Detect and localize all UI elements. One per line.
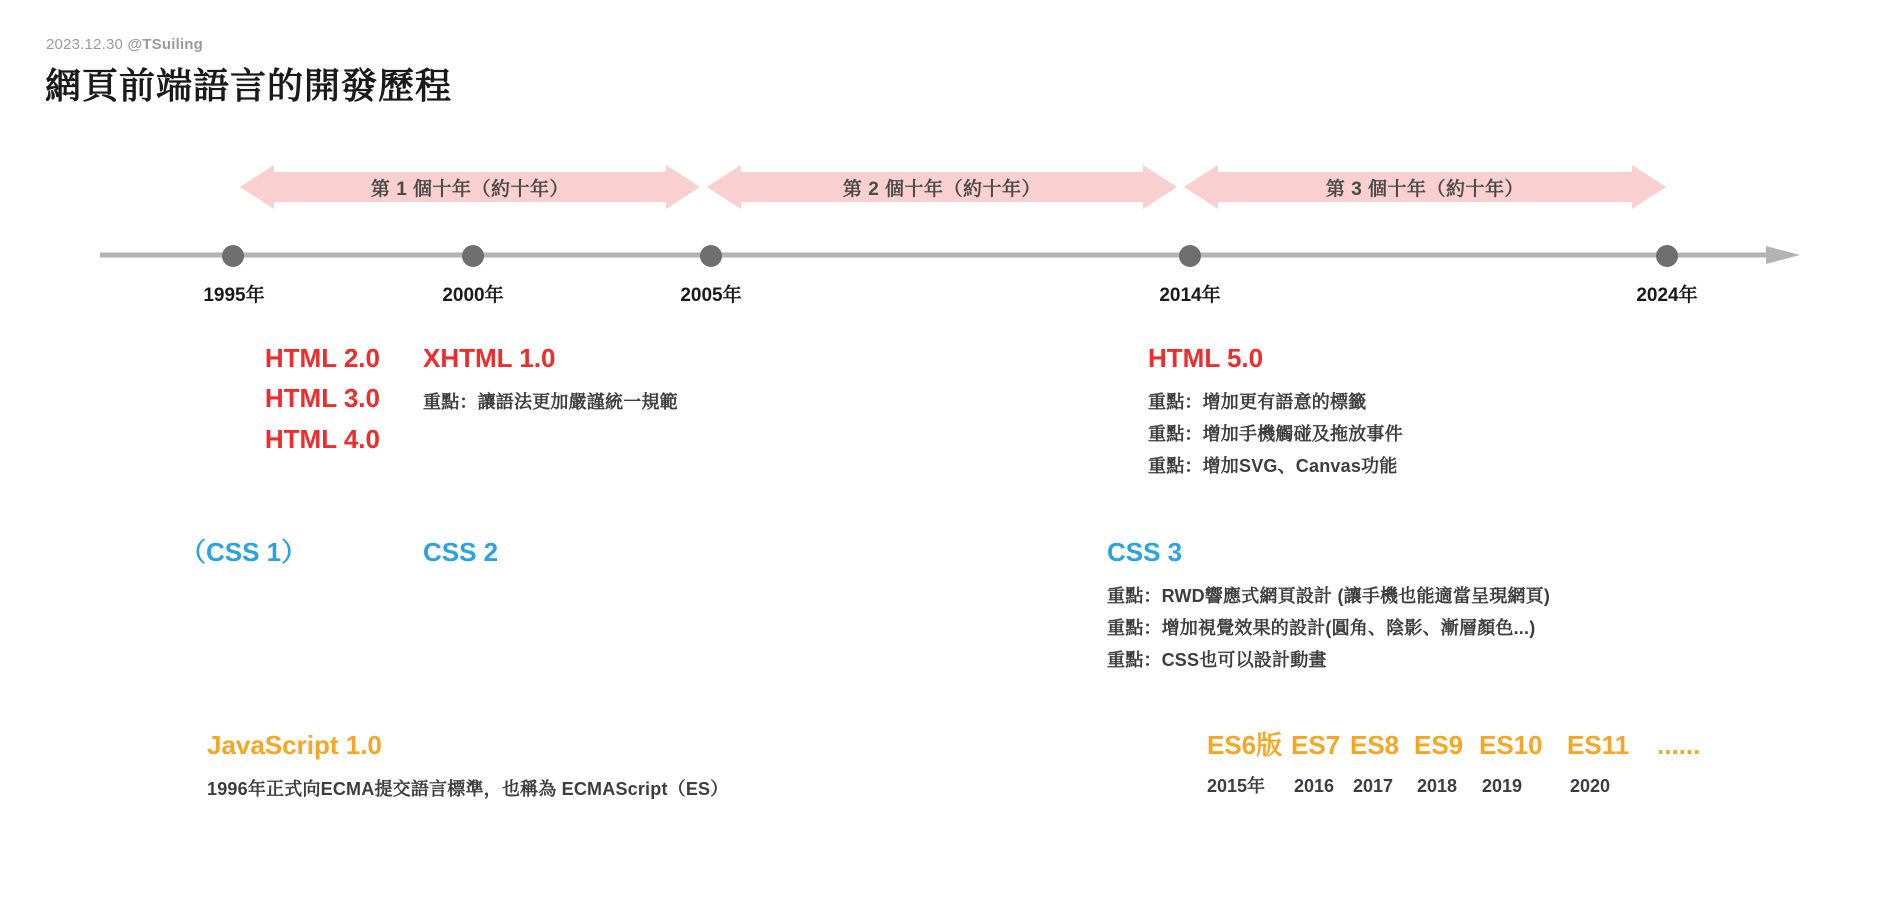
decade-label-2: 第 2 個十年（約十年） <box>842 178 1042 200</box>
html-1995-group <box>80 338 380 459</box>
decade-label-3: 第 3 個十年（約十年） <box>1325 178 1525 200</box>
xhtml-2000-group <box>423 338 678 418</box>
es-year-row <box>1207 772 1700 798</box>
css1-title: （CSS 1） <box>180 537 308 567</box>
timeline-node-2005 <box>700 245 722 267</box>
html-version-4: HTML 4.0 <box>264 423 380 454</box>
html5-bullet-3: 重點：增加SVG、Canvas功能 <box>1148 456 1398 477</box>
author-handle: @TSuiling <box>127 36 204 53</box>
es-year-2015: 2015年 <box>1207 776 1266 796</box>
es-year-2018: 2018 <box>1417 776 1458 796</box>
css3-group <box>1107 532 1550 676</box>
decade-band-1 <box>240 163 700 211</box>
timeline-year-2014: 2014年 <box>1159 285 1221 306</box>
timeline-node-2014 <box>1179 245 1201 267</box>
es-version-es10: ES10 <box>1479 730 1543 760</box>
timeline-year-2000: 2000年 <box>442 285 504 306</box>
html5-bullet-2: 重點：增加手機觸碰及拖放事件 <box>1148 424 1403 445</box>
es-year-2020: 2020 <box>1570 776 1611 796</box>
decade-band-3 <box>1184 163 1666 211</box>
html5-title: HTML 5.0 <box>1148 343 1264 373</box>
es-version-es9: ES9 <box>1414 730 1464 760</box>
javascript-note: 1996年正式向ECMA提交語言標準，也稱為 ECMAScript（ES） <box>207 779 729 800</box>
css3-title: CSS 3 <box>1107 537 1183 567</box>
es-version-es7: ES7 <box>1291 730 1341 760</box>
html-version-3: HTML 3.0 <box>264 383 380 414</box>
javascript-title: JavaScript 1.0 <box>207 730 382 760</box>
es-version-es11: ES11 <box>1567 730 1630 760</box>
es-version-row <box>1207 725 1700 762</box>
css2-title: CSS 2 <box>423 537 499 567</box>
es-version-es8: ES8 <box>1350 730 1400 760</box>
xhtml-title: XHTML 1.0 <box>423 343 556 373</box>
xhtml-bullet-1: 重點：讓語法更加嚴謹統一規範 <box>423 392 678 413</box>
css3-bullet-1: 重點：RWD響應式網頁設計 (讓手機也能適當呈現網頁) <box>1107 586 1551 607</box>
es-version-more: ...... <box>1657 730 1701 760</box>
decade-label-1: 第 1 個十年（約十年） <box>370 178 570 200</box>
timeline-node-1995 <box>222 245 244 267</box>
decade-band-2 <box>707 163 1177 211</box>
timeline-axis <box>100 246 1800 264</box>
html-version-2: HTML 2.0 <box>264 343 380 373</box>
html5-bullet-1: 重點：增加更有語意的標籤 <box>1148 392 1367 413</box>
javascript-group <box>207 725 728 801</box>
es-year-2016: 2016 <box>1294 776 1335 796</box>
page-title: 網頁前端語言的開發歷程 <box>45 65 453 106</box>
css2-group <box>423 532 498 572</box>
timeline-year-2024: 2024年 <box>1636 285 1698 306</box>
css1-group <box>180 532 307 572</box>
es-version-es6: ES6版 <box>1207 730 1283 760</box>
date-label: 2023.12.30 <box>46 36 124 53</box>
meta-line <box>46 36 203 53</box>
html5-2014-group <box>1148 338 1403 482</box>
es-versions-group <box>1207 725 1700 798</box>
es-year-2017: 2017 <box>1353 776 1394 796</box>
timeline-node-2000 <box>462 245 484 267</box>
timeline-node-2024 <box>1656 245 1678 267</box>
timeline-year-2005: 2005年 <box>680 285 742 306</box>
css3-bullet-3: 重點：CSS也可以設計動畫 <box>1107 650 1327 671</box>
css3-bullet-2: 重點：增加視覺效果的設計(圓角、陰影、漸層顏色...) <box>1107 618 1536 639</box>
es-year-2019: 2019 <box>1482 776 1523 796</box>
timeline-year-1995: 1995年 <box>203 285 265 306</box>
